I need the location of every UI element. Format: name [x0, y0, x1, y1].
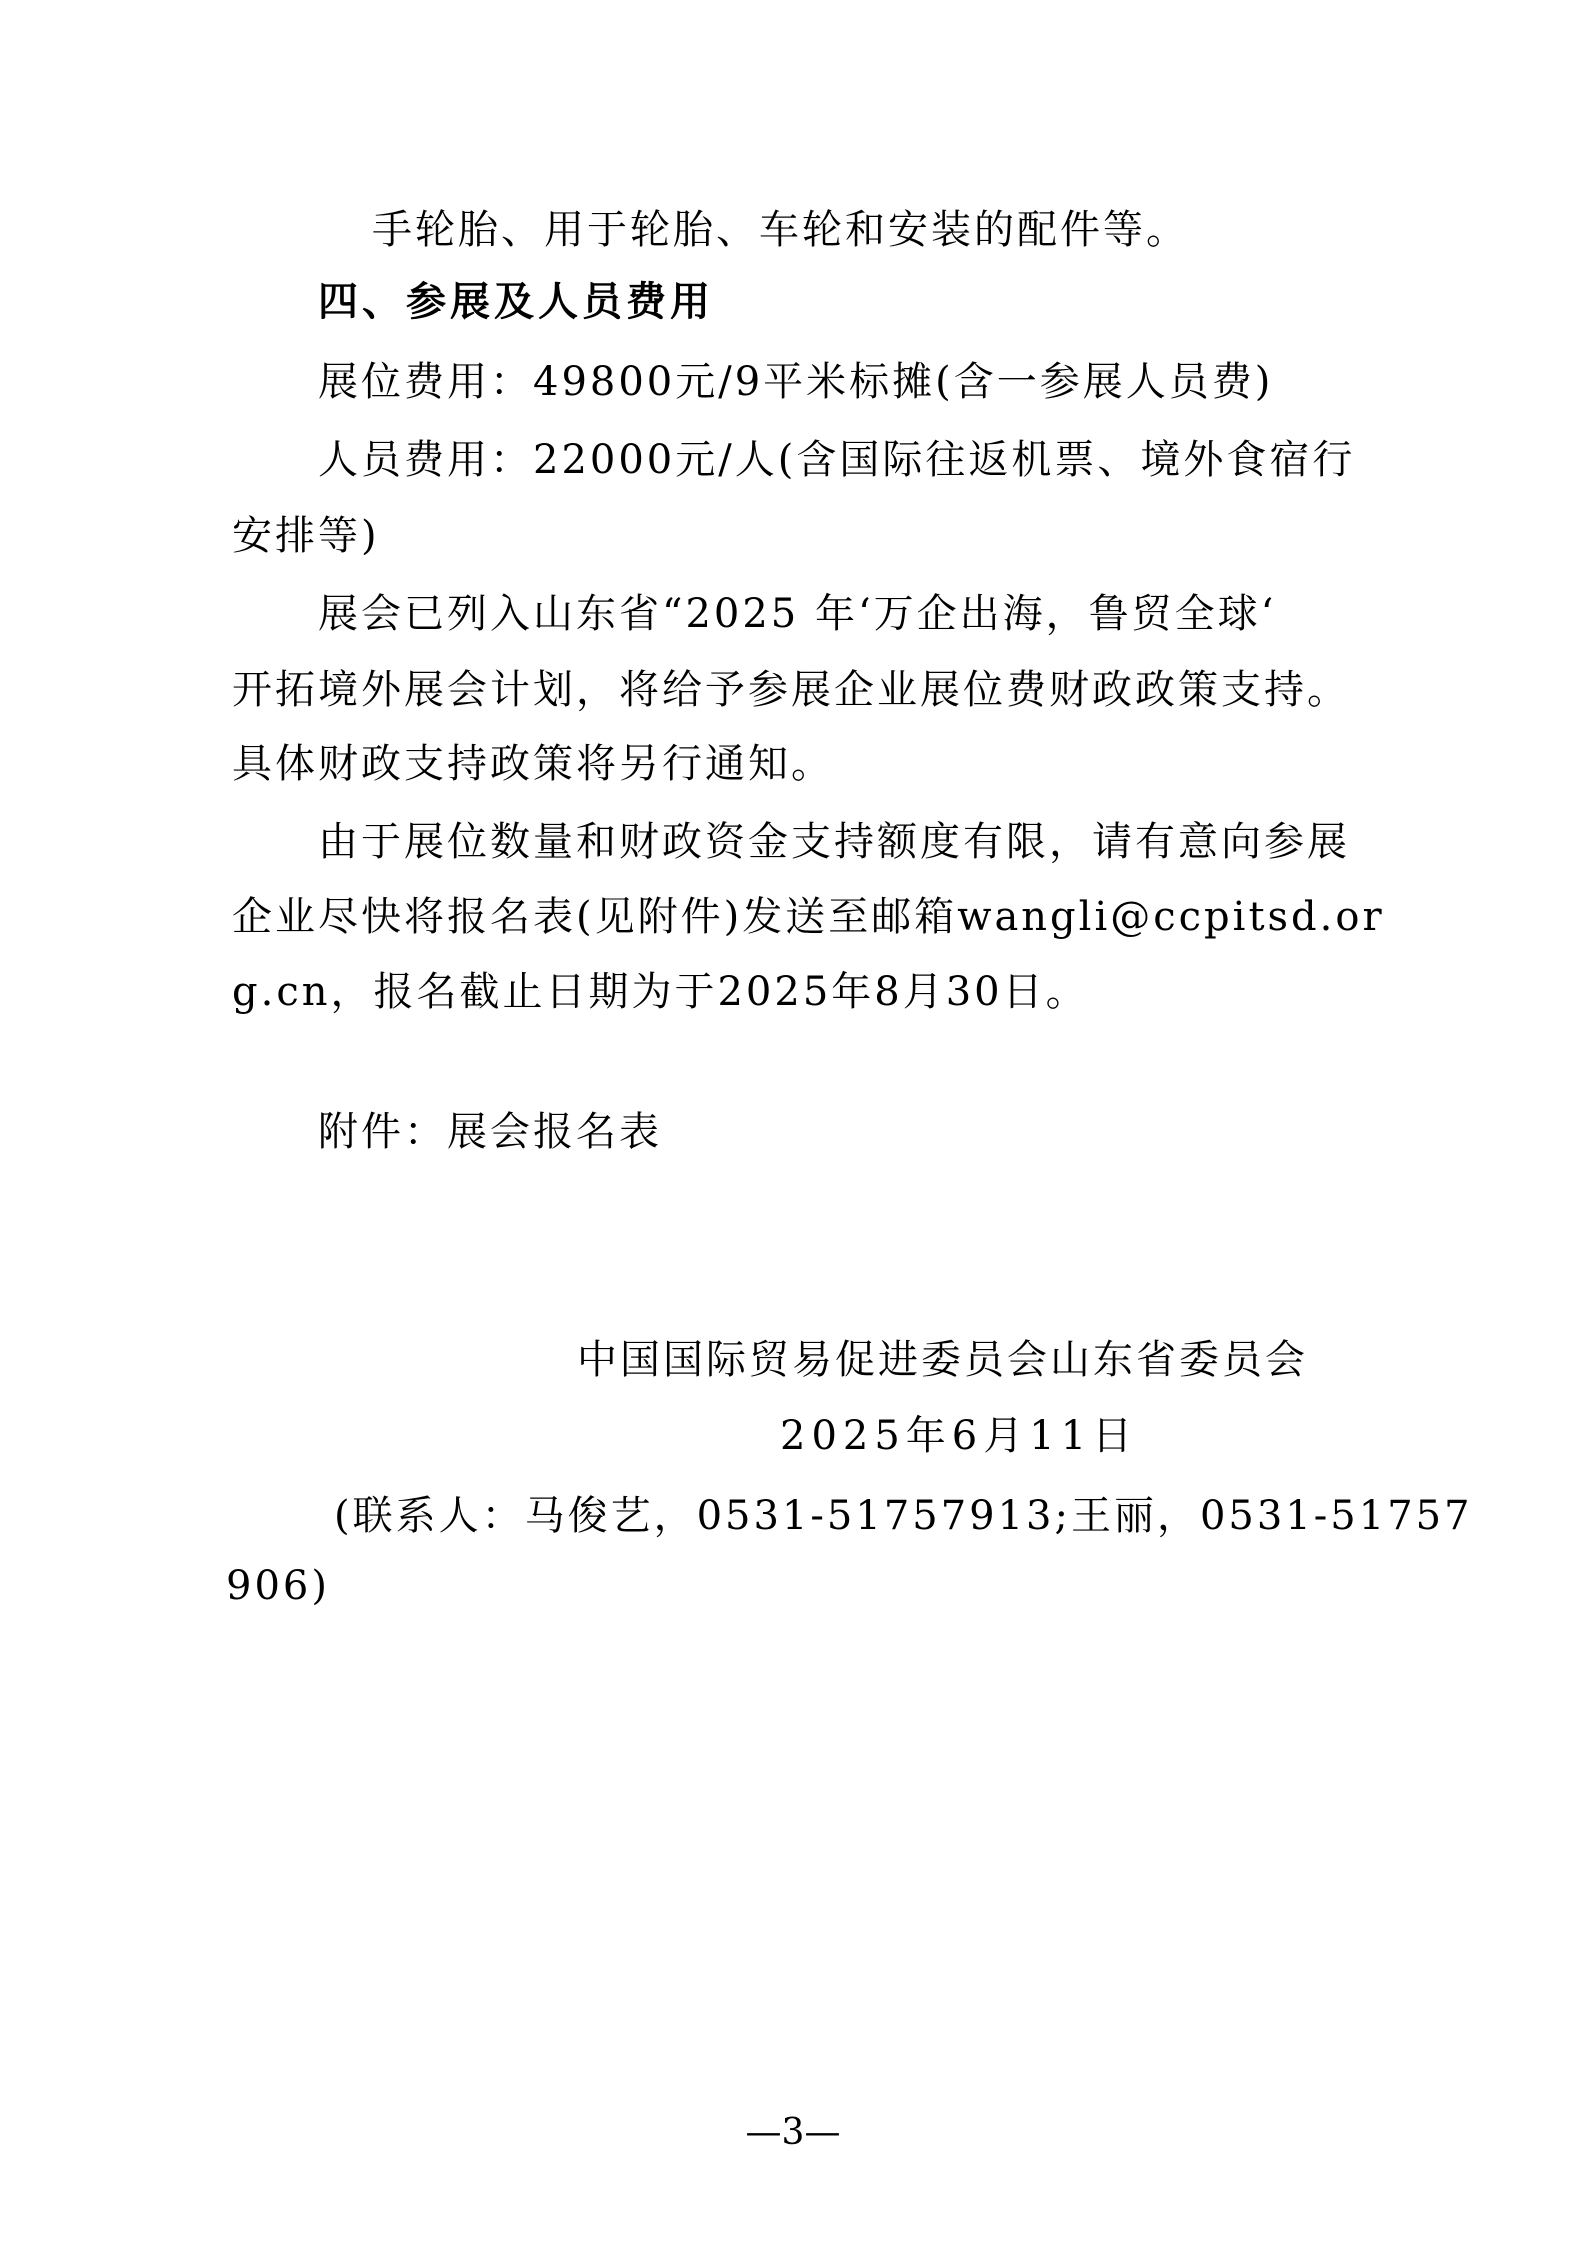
booth-fee-text: 展位费用：49800元/9平米标摊(含一参展人员费) — [318, 359, 1274, 405]
section-heading: 四、参展及人员费用 — [318, 279, 714, 325]
attachment-note: 附件：展会报名表 — [318, 1109, 662, 1155]
contact-info-continued: 906) — [226, 1563, 330, 1609]
policy-paragraph-line: 具体财政支持政策将另行通知。 — [232, 741, 834, 787]
policy-paragraph-line: 开拓境外展会计划，将给予参展企业展位费财政政策支持。 — [232, 667, 1350, 713]
personnel-fee-text: 人员费用：22000元/人(含国际往返机票、境外食宿行 — [318, 437, 1356, 483]
signup-paragraph-line: g.cn，报名截止日期为于2025年8月30日。 — [232, 969, 1089, 1015]
signup-paragraph-line: 由于展位数量和财政资金支持额度有限，请有意向参展 — [318, 819, 1350, 865]
policy-paragraph-line: 展会已列入山东省“2025 年‘万企出海，鲁贸全球‘ — [318, 591, 1277, 637]
issuer-name: 中国国际贸易促进委员会山东省委员会 — [577, 1337, 1308, 1383]
continuation-text: 手轮胎、用于轮胎、车轮和安装的配件等。 — [372, 207, 1189, 253]
page-number: —3— — [745, 2112, 841, 2153]
issue-date: 2025年6月11日 — [780, 1413, 1139, 1459]
contact-info: (联系人：马俊艺，0531-51757913;王丽，0531-51757 — [334, 1493, 1473, 1539]
signup-paragraph-line: 企业尽快将报名表(见附件)发送至邮箱wangli@ccpitsd.or — [232, 894, 1385, 940]
personnel-fee-text-continued: 安排等) — [232, 513, 380, 559]
